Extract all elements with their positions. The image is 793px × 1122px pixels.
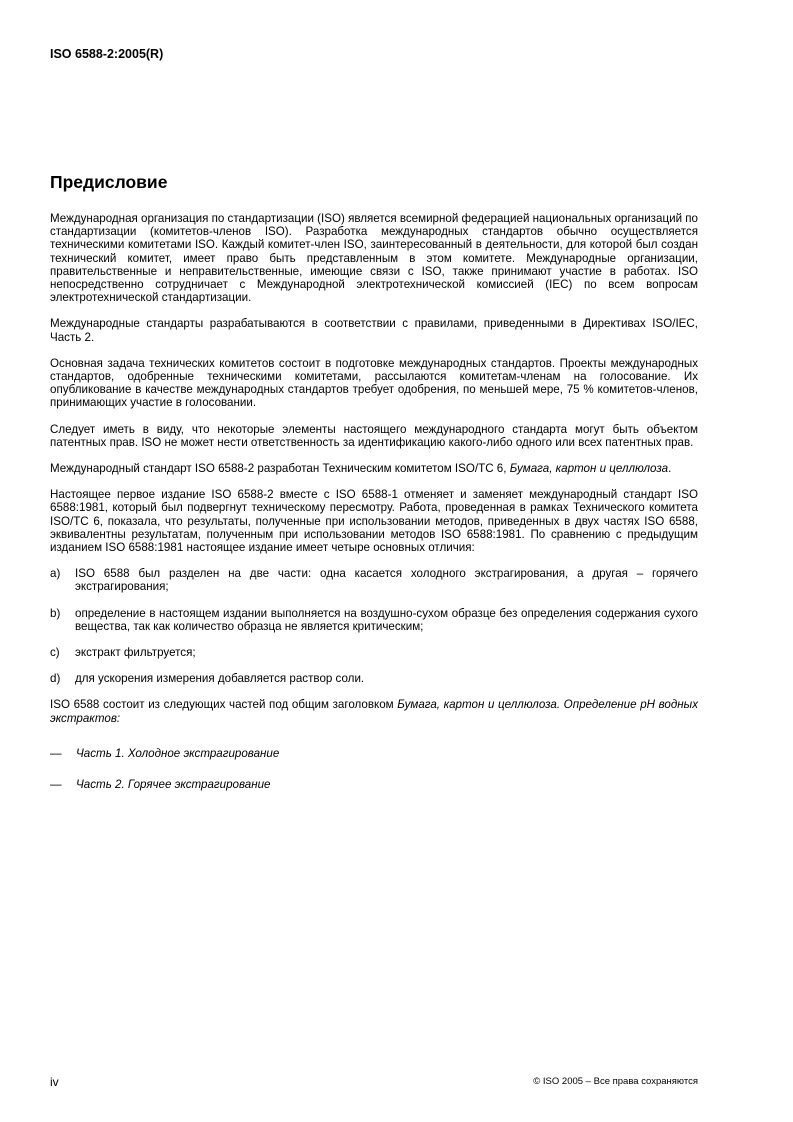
dash-marker: — xyxy=(50,778,62,792)
paragraph-technical-committee xyxy=(50,462,698,475)
page-title: Предисловие xyxy=(50,172,168,192)
list-item xyxy=(50,607,698,633)
list-text: ISO 6588 был разделен на две части: одна касается холодного экстрагирования, а другая – горячего экстрагирования; xyxy=(75,567,698,594)
list-text: экстракт фильтруется; xyxy=(75,646,196,660)
list-text: определение в настоящем издании выполняется на воздушно-сухом образце без определения содержания сухого вещества, так как количество образца не является критическим; xyxy=(75,606,698,633)
paragraph-first-edition: Настоящее первое издание ISO 6588-2 вместе с ISO 6588-1 отменяет и заменяет международный стандарт ISO 6588:1981, который был подвергнут техническому пересмотру. Работа, проведенная в рамках Технического комитета ISO/TC 6, показала, что результаты, полученные при использовании методов, приведенных в двух частях ISO 6588, эквивалентны результатам, полученным при использовании методов ISO 6588:1981. По сравнению с предыдущим изданием ISO 6588:1981 настоящее издание имеет четыре основных отличия: xyxy=(50,488,698,555)
dash-marker: — xyxy=(50,746,62,760)
list-text: для ускорения измерения добавляется раствор соли. xyxy=(75,672,365,686)
page-number: iv xyxy=(50,1075,59,1089)
paragraph-committees-task: Основная задача технических комитетов состоит в подготовке международных стандартов. Проекты международных стандартов, одобренные техническими комитетами, рассылаются комитетам-членам на голосование. Их опубликование в качестве международных стандартов требует одобрения, по меньшей мере, 75 % комитетов-членов, принимающих участие в голосовании. xyxy=(50,356,698,410)
part-list-item xyxy=(50,778,698,791)
paragraph-iso-intro: Международная организация по стандартизации (ISO) является всемирной федерацией национальных организаций по стандартизации (комитетов-членов ISO). Разработка международных стандартов обычно осуществляется техническими комитетами ISO. Каждый комитет-член ISO, заинтересованный в деятельности, для которой был создан технический комитет, имеет право быть представленным в этом комитете. Международные организации, правительственные и неправительственные, имеющие связи с ISO, также принимают участие в работах. ISO непосредственно сотрудничает с Международной электротехнической комиссией (IEC) по всем вопросам электротехнической стандартизации. xyxy=(50,212,698,305)
list-item xyxy=(50,672,698,685)
list-marker: d) xyxy=(50,672,61,686)
paragraph-end: . xyxy=(668,462,672,476)
list-marker: c) xyxy=(50,646,60,660)
italic-title: Бумага, картон и целлюлоза. Определение рН водных экстрактов: xyxy=(50,698,698,725)
list-item xyxy=(50,646,698,659)
paragraph-directives: Международные стандарты разрабатываются в соответствии с правилами, приведенными в Директивах ISO/IEC, Часть 2. xyxy=(50,317,698,344)
list-marker: b) xyxy=(50,606,61,620)
part-title: Часть 2. Горячее экстрагирование xyxy=(76,778,271,792)
document-body xyxy=(50,212,698,809)
part-list-item xyxy=(50,747,698,760)
paragraph-text: ISO 6588 состоит из следующих частей под общим заголовком xyxy=(50,698,398,712)
list-item xyxy=(50,567,698,593)
part-title: Часть 1. Холодное экстрагирование xyxy=(76,746,280,760)
paragraph-patent-rights: Следует иметь в виду, что некоторые элементы настоящего международного стандарта могут быть объектом патентных прав. ISO не может нести ответственность за идентификацию какого-либо одного или всех патентных прав. xyxy=(50,422,698,449)
list-marker: a) xyxy=(50,567,61,581)
italic-title: Бумага, картон и целлюлоза xyxy=(509,462,669,476)
paragraph-text: Международный стандарт ISO 6588-2 разработан Техническим комитетом ISO/TC 6, xyxy=(50,462,510,476)
document-id-header: ISO 6588-2:2005(R) xyxy=(50,47,164,61)
copyright-notice: © ISO 2005 – Все права сохраняются xyxy=(533,1076,698,1087)
paragraph-parts-intro xyxy=(50,698,698,724)
